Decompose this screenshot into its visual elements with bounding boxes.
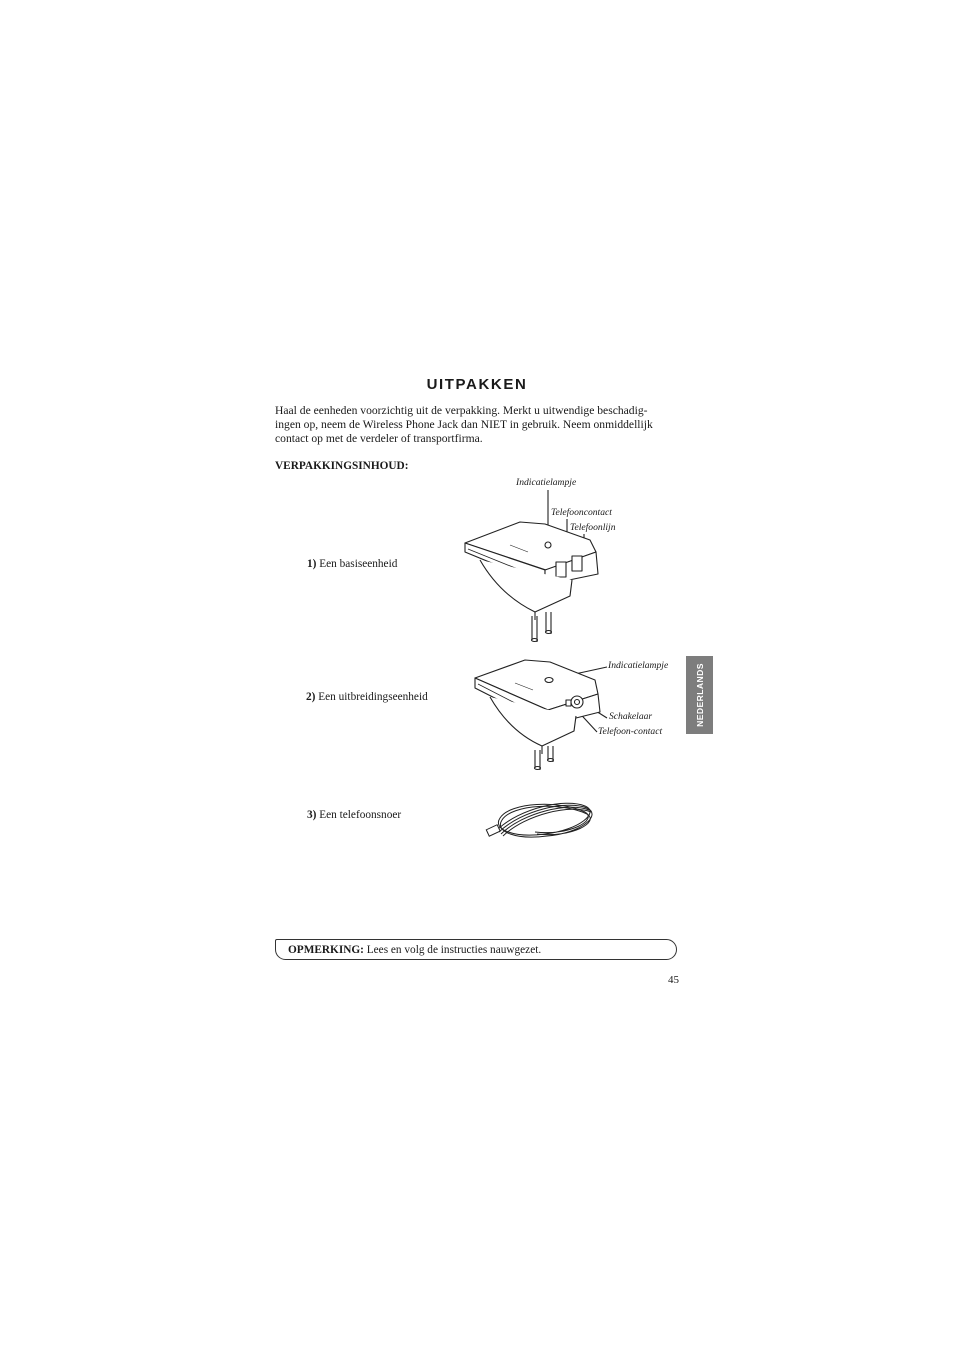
callout-indicator-light: Indicatielampje xyxy=(516,477,577,488)
item-number: 1) xyxy=(307,558,317,570)
intro-line: Haal de eenheden voorzichtig uit de verpakking. Merkt u uitwendige beschadig- xyxy=(275,404,648,417)
item-label: Een uitbreidingseenheid xyxy=(318,691,428,703)
callout-phone-contact: Telefoon-contact xyxy=(598,726,663,737)
note-box xyxy=(275,939,677,960)
note-text: Lees en volg de instructies nauwgezet. xyxy=(363,944,542,956)
intro-line: contact op met de verdeler of transportfirma. xyxy=(275,432,483,445)
callout-switch: Schakelaar xyxy=(609,711,653,722)
item-label: Een telefoonsnoer xyxy=(319,809,402,821)
language-tab-label: NEDERLANDS xyxy=(694,663,705,727)
item-number: 2) xyxy=(306,691,316,703)
callout-indicator-light: Indicatielampje xyxy=(608,660,669,671)
item-number: 3) xyxy=(307,809,317,821)
item-label: Een basiseenheid xyxy=(319,558,398,570)
contents-heading: VERPAKKINGSINHOUD: xyxy=(275,460,409,472)
callout-phone-contact: Telefooncontact xyxy=(551,507,612,518)
callout-phone-line: Telefoonlijn xyxy=(570,522,616,533)
intro-line: ingen op, neem de Wireless Phone Jack dan NIET in gebruik. Neem onmiddellijk xyxy=(275,418,653,431)
page-title: UITPAKKEN xyxy=(426,376,528,393)
page-number: 45 xyxy=(668,974,679,986)
note-label: OPMERKING: xyxy=(288,944,364,956)
